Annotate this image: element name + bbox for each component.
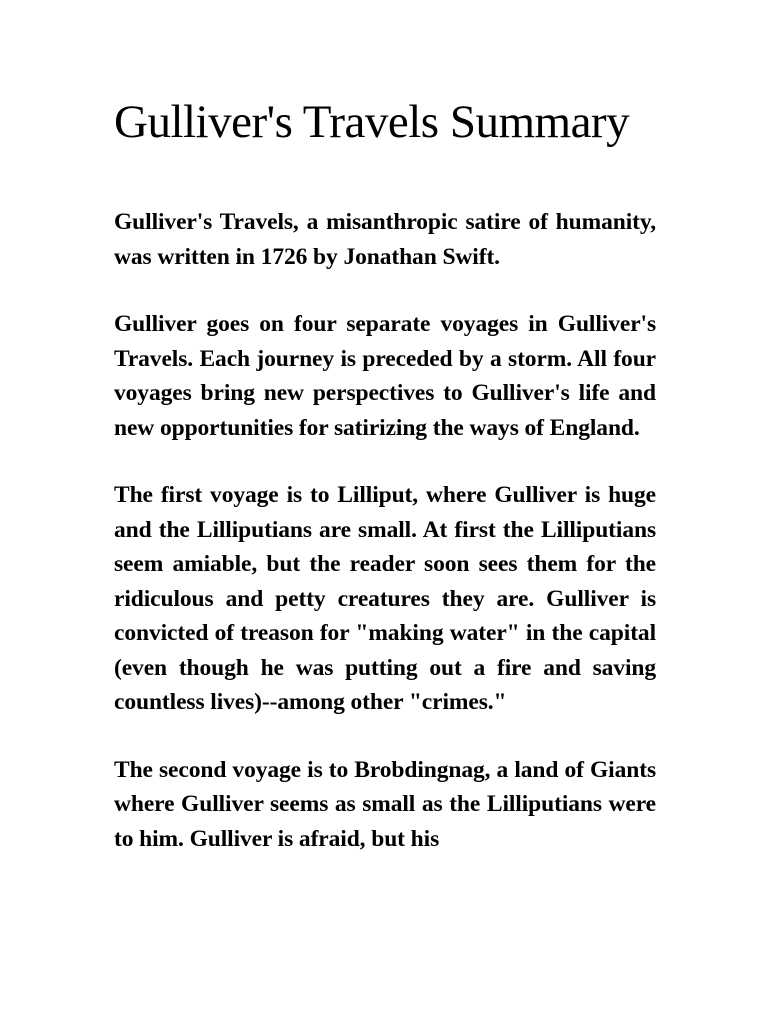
- document-body: [114, 205, 656, 889]
- paragraph-intro: Gulliver's Travels, a misanthropic satire of humanity, was written in 1726 by Jonathan Swift.: [114, 209, 656, 270]
- document-title: Gulliver's Travels Summary: [114, 96, 630, 148]
- paragraph-brobdingnag: The second voyage is to Brobdingnag, a land of Giants where Gulliver seems as small as the Lilliputians were to him. Gulliver is afraid, but his: [114, 756, 656, 852]
- paragraph-four-voyages: Gulliver goes on four separate voyages in Gulliver's Travels. Each journey is preceded by a storm. All four voyages bring new perspectives to Gulliver's life and new opportunities for satirizing the ways of England.: [114, 311, 656, 441]
- paragraph-lilliput: The first voyage is to Lilliput, where Gulliver is huge and the Lilliputians are small. At first the Lilliputians seem amiable, but the reader soon sees them for the ridiculous and petty creatures they are. Gulliver is convicted of treason for "making water" in the capital (even though he was putting out a fire and saving countless lives)--among other "crimes.": [114, 482, 656, 715]
